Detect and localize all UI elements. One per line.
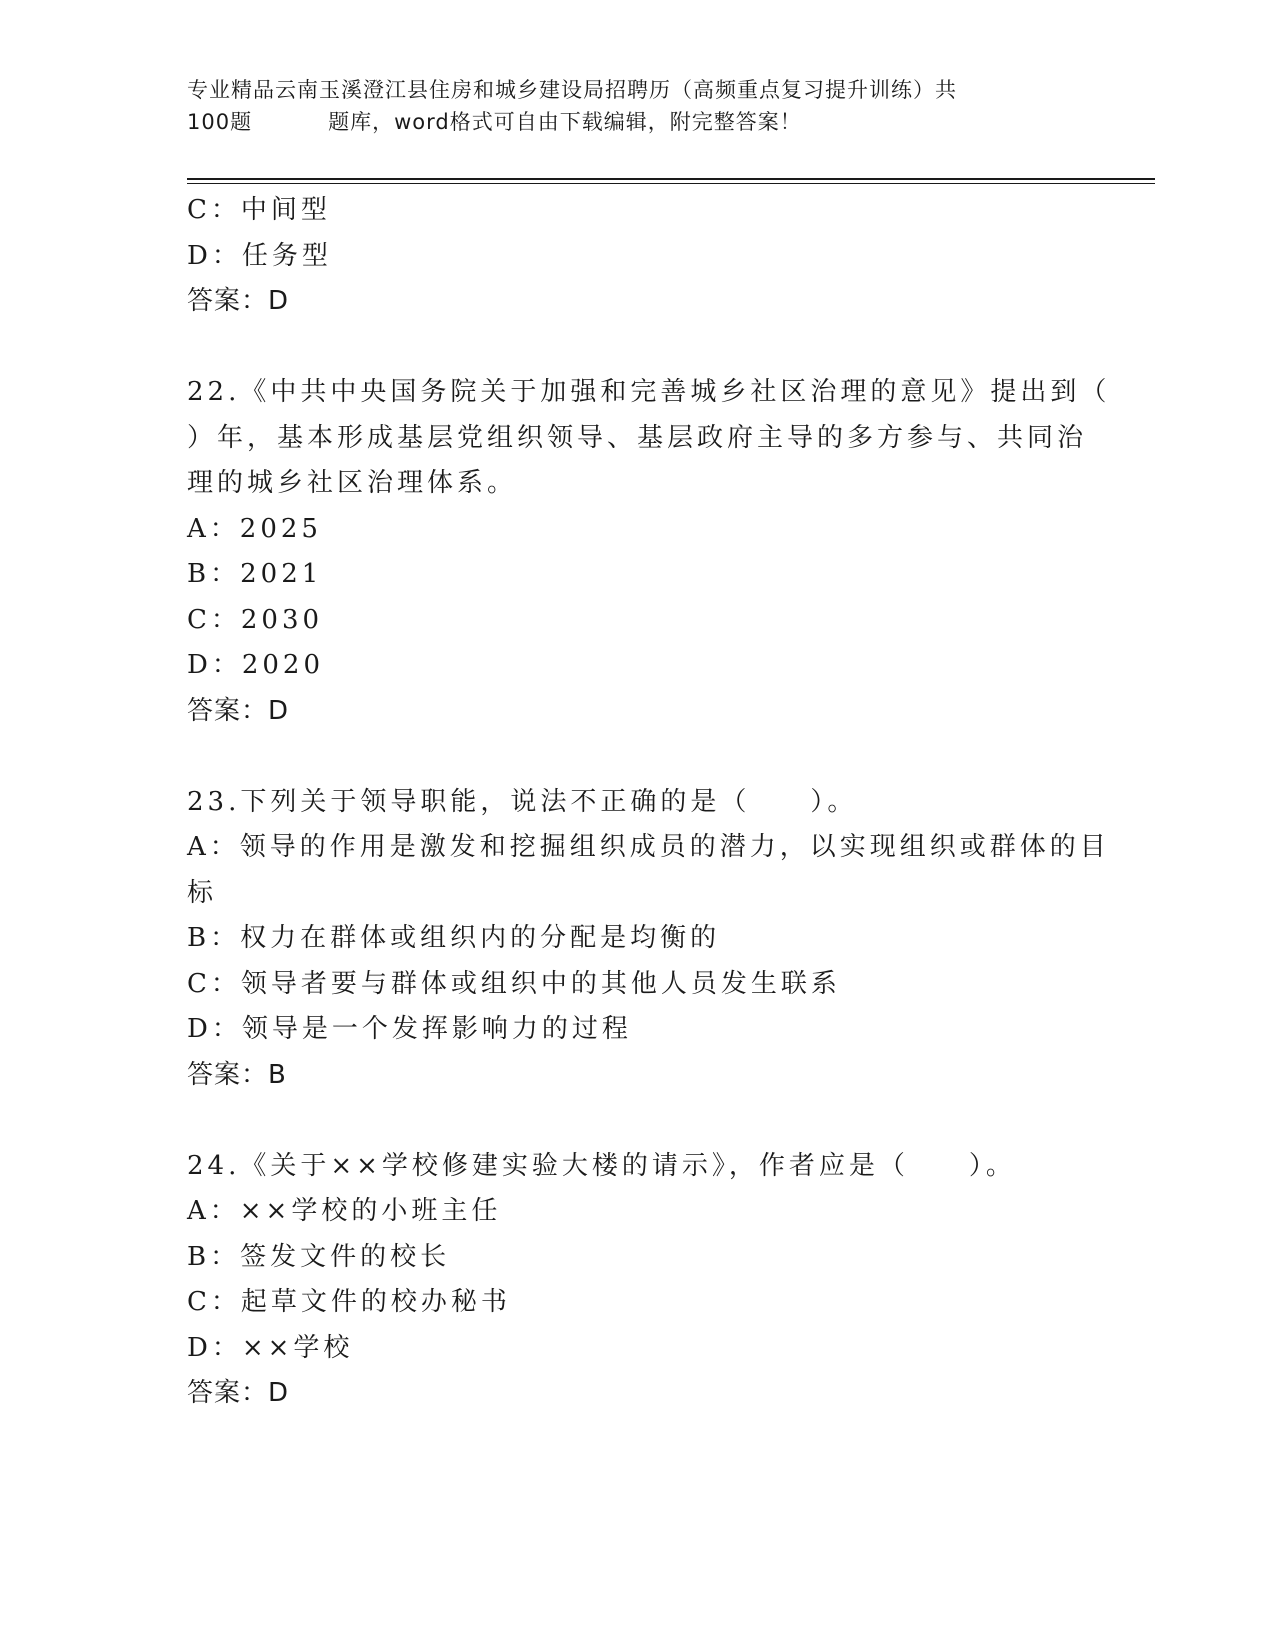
q21-answer: 答案：D bbox=[187, 286, 290, 316]
header-rule-thick bbox=[187, 178, 1155, 180]
q22-answer: 答案：D bbox=[187, 695, 290, 726]
question-content bbox=[187, 188, 1111, 1417]
q22-stem-line-1: 22.《中共中央国务院关于加强和完善城乡社区治理的意见》提出到（ bbox=[187, 377, 1111, 407]
question-22 bbox=[187, 370, 1111, 734]
header-title-line-1: 专业精品云南玉溪澄江县住房和城乡建设局招聘历（高频重点复习提升训练）共 bbox=[187, 78, 957, 102]
q22-option-b: B：2021 bbox=[187, 559, 323, 589]
q23-answer: 答案：B bbox=[187, 1059, 287, 1090]
question-24 bbox=[187, 1144, 1087, 1417]
q23-option-a-line-1: A：领导的作用是激发和挖掘组织成员的潜力，以实现组织或群体的目 bbox=[187, 832, 1110, 862]
q22-option-a: A：2025 bbox=[187, 513, 322, 544]
header-rule-thin bbox=[187, 183, 1155, 184]
question-23 bbox=[187, 780, 1110, 1099]
q23-option-a-line-2: 标 bbox=[187, 877, 218, 908]
q24-option-d: D：××学校 bbox=[187, 1332, 354, 1363]
question-21 bbox=[187, 188, 1087, 325]
q22-stem-line-3: 理的城乡社区治理体系。 bbox=[187, 468, 518, 498]
q22-option-d: D：2020 bbox=[187, 650, 325, 680]
q21-option-c: C：中间型 bbox=[187, 195, 331, 225]
q24-answer: 答案：D bbox=[187, 1378, 290, 1408]
header-question-count: 100题 bbox=[187, 110, 253, 134]
q22-option-c: C：2030 bbox=[187, 604, 324, 635]
q22-stem-line-2: ）年，基本形成基层党组织领导、基层政府主导的多方参与、共同治 bbox=[187, 422, 1088, 453]
document-header bbox=[187, 74, 1067, 138]
q24-stem: 24.《关于××学校修建实验大楼的请示》，作者应是（ ）。 bbox=[187, 1150, 1016, 1181]
spacer bbox=[187, 325, 1087, 371]
spacer bbox=[187, 734, 1087, 780]
q23-option-c: C：领导者要与群体或组织中的其他人员发生联系 bbox=[187, 968, 841, 999]
spacer bbox=[187, 1098, 1087, 1144]
q24-option-b: B：签发文件的校长 bbox=[187, 1241, 451, 1272]
q23-option-b: B：权力在群体或组织内的分配是均衡的 bbox=[187, 923, 721, 953]
q23-stem: 23.下列关于领导职能，说法不正确的是（ ）。 bbox=[187, 786, 858, 817]
q24-option-a: A：××学校的小班主任 bbox=[187, 1196, 502, 1226]
q21-option-d: D：任务型 bbox=[187, 240, 332, 271]
header-description: 题库，word格式可自由下载编辑，附完整答案！ bbox=[328, 110, 802, 134]
header-title-line-2 bbox=[187, 106, 1067, 138]
q23-option-d: D：领导是一个发挥影响力的过程 bbox=[187, 1014, 632, 1044]
q24-option-c: C：起草文件的校办秘书 bbox=[187, 1287, 511, 1317]
